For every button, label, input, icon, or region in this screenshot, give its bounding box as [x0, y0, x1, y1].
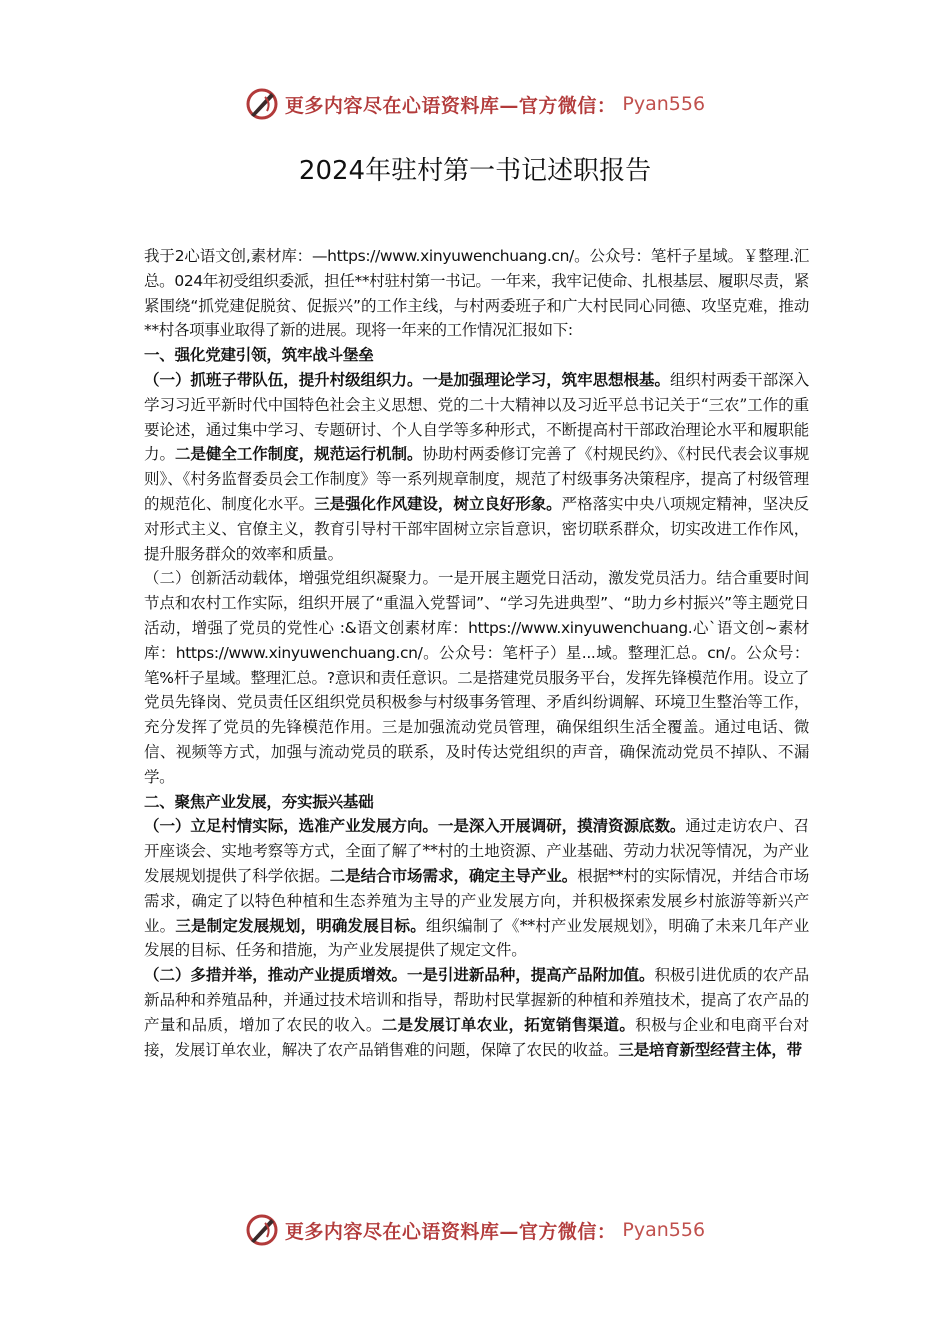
- point-heading: 二是结合市场需求，确定主导产业。: [329, 865, 578, 885]
- banner-text: 更多内容尽在心语资料库—官方微信：: [284, 1220, 617, 1243]
- section-2-paragraph-1: [144, 814, 809, 963]
- quill-pen-logo-icon: [245, 87, 279, 121]
- paragraph-text: 通过走访农户、召开座谈会、实地考察等方式，全面了解了**村的土地资源、产业基础、劳动力状况等情况，为产业发展规划提供了科学依据。: [144, 817, 809, 885]
- quill-pen-logo-icon: [245, 1213, 279, 1247]
- header-banner: [0, 84, 950, 124]
- section-1-paragraph-1: [144, 368, 809, 566]
- point-heading: 三是制定发展规划，明确发展目标。: [175, 915, 426, 935]
- section-1-paragraph-2: （二）创新活动载体，增强党组织凝聚力。一是开展主题党日活动，激发党员活力。结合重要时间节点和农村工作实际，组织开展了“重温入党誓词”、“学习先进典型”、“助力乡村振兴”等主题党日活动，增强了党员的党性心 :&语文创素材库：https://www.xinyuwenchuang.心`语文创~素材库：https://www.xinyuwenchuang.cn/。公众号：笔杆子）星...域。整理汇总。cn/。公众号：笔%杆子星域。整理汇总。?意识和责任意识。二是搭建党员服务平台，发挥先锋模范作用。设立了党员先锋岗、党员责任区组织党员积极参与村级事务管理、矛盾纠纷调解、环境卫生整治等工作，充分发挥了党员的先锋模范作用。三是加强流动党员管理，确保组织生活全覆盖。通过电话、微信、视频等方式，加强与流动党员的联系，及时传达党组织的声音，确保流动党员不掉队、不漏学。: [144, 569, 809, 786]
- point-heading: 二是健全工作制度，规范运行机制。: [174, 444, 423, 464]
- paragraph-text: 组织编制了《**村产业发展规划》，明确了未来几年产业发展的目标、任务和措施，为产业发展提供了规定文件。: [144, 916, 809, 960]
- subheading-lead: （一）立足村情实际，选准产业发展方向。一是深入开展调研，摸清资源底数。: [144, 816, 686, 836]
- point-heading: 二是发展订单农业，拓宽销售渠道。: [381, 1014, 636, 1034]
- banner-text: 更多内容尽在心语资料库—官方微信：: [284, 94, 617, 117]
- paragraph-text: 协助村两委修订完善了《村规民约》、《村民代表会议事规则》、《村务监督委员会工作制度》等一系列规章制度，规范了村级事务决策程序，提高了村级管理的规范化、制度化水平。: [144, 445, 809, 513]
- document-body: [144, 244, 809, 1062]
- document-title: 2024年驻村第一书记述职报告: [298, 156, 652, 186]
- point-heading: 三是培育新型经营主体，带: [618, 1039, 802, 1059]
- paragraph-text: 积极引进优质的农产品新品种和养殖品种，并通过技术培训和指导，帮助村民掌握新的种植和养殖技术，提高了农产品的产量和品质，增加了农民的收入。: [144, 966, 809, 1034]
- paragraph-text: 严格落实中央八项规定精神，坚决反对形式主义、官僚主义，教育引导村干部牢固树立宗旨意识，密切联系群众，切实改进工作作风，提升服务群众的效率和质量。: [144, 494, 809, 563]
- section-2-paragraph-2: [144, 963, 809, 1062]
- section-heading-2: 二、聚焦产业发展，夯实振兴基础: [144, 792, 374, 811]
- subheading-lead: （二）多措并举，推动产业提质增效。一是引进新品种，提高产品附加值。: [144, 965, 655, 985]
- banner-wechat-id: Pyan556: [622, 1219, 706, 1241]
- section-heading-1: 一、强化党建引领，筑牢战斗堡垒: [144, 346, 374, 365]
- footer-banner: [0, 1210, 950, 1250]
- intro-paragraph: 我于2心语文创,素材库：—https://www.xinyuwenchuang.cn/。公众号：笔杆子星域。￥整理.汇总。024年初受组织委派，担任**村驻村第一书记。一年来，我牢记使命、扎根基层、履职尽责，紧紧围绕“抓党建促脱贫、促振兴”的工作主线，与村两委班子和广大村民同心同德、攻坚克难，推动**村各项事业取得了新的进展。现将一年来的工作情况汇报如下:: [144, 247, 809, 340]
- point-heading: 三是强化作风建设，树立良好形象。: [314, 493, 562, 513]
- banner-wechat-id: Pyan556: [622, 93, 706, 115]
- paragraph-text: 积极与企业和电商平台对接，发展订单农业，解决了农产品销售难的问题，保障了农民的收益。: [144, 1015, 809, 1059]
- subheading-lead: （一）抓班子带队伍，提升村级组织力。一是加强理论学习，筑牢思想根基。: [144, 369, 670, 389]
- paragraph-text: 组织村两委干部深入学习习近平新时代中国特色社会主义思想、党的二十大精神以及习近平总书记关于“三农”工作的重要论述，通过集中学习、专题研讨、个人自学等多种形式，不断提高村干部政治理论水平和履职能力。: [144, 370, 810, 464]
- paragraph-text: 根据**村的实际情况，并结合市场需求，确定了以特色种植和生态养殖为主导的产业发展方向，并积极探索发展乡村旅游等新兴产业。: [144, 866, 809, 935]
